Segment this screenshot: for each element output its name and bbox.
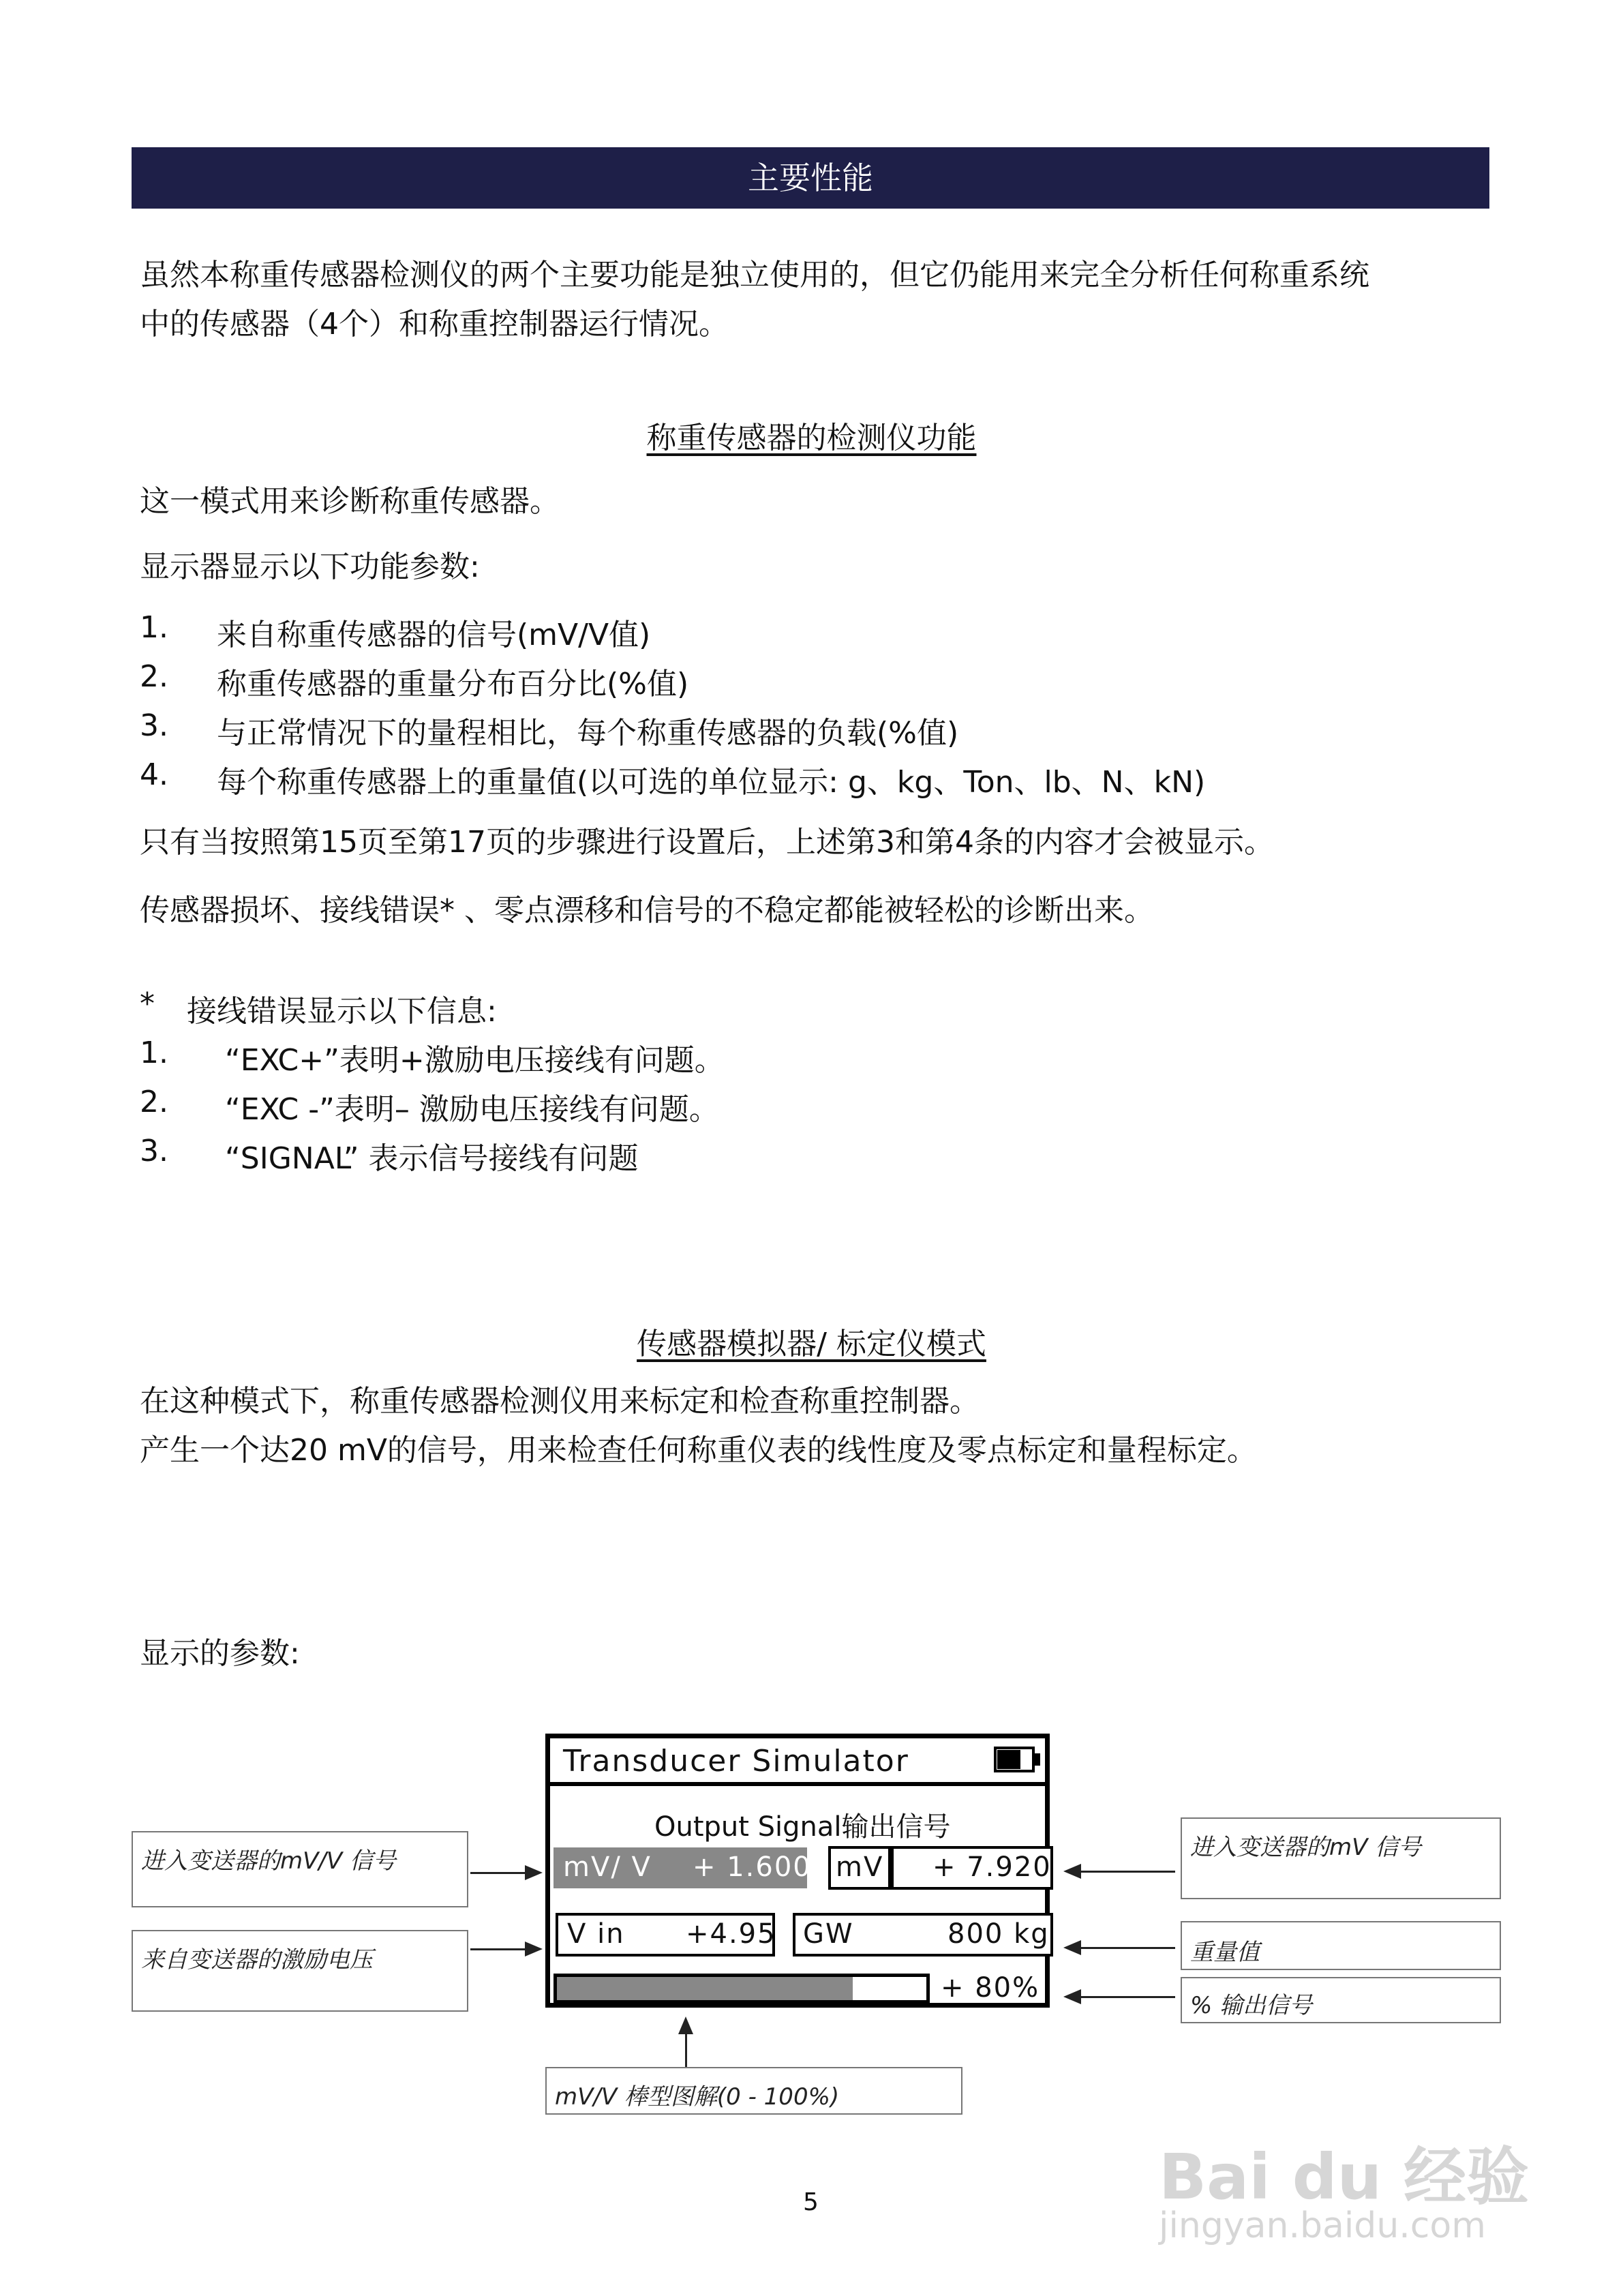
tester-params-intro: 显示器显示以下功能参数:	[140, 549, 480, 584]
lcd-subtitle: Output Signal输出信号	[654, 1811, 951, 1843]
display-params-label: 显示的参数:	[140, 1636, 300, 1671]
list-item-text: 称重传感器的重量分布百分比(%值)	[217, 667, 689, 701]
mv-label: mV	[836, 1852, 884, 1883]
arrow-line	[685, 2033, 687, 2067]
mv-value: + 7.920	[932, 1852, 1052, 1883]
arrow-right-icon	[525, 1865, 543, 1880]
callout-mv-signal: 进入变送器的mV 信号	[1181, 1817, 1501, 1899]
list-item-text: 与正常情况下的量程相比，每个称重传感器的负载(%值)	[217, 716, 959, 751]
page-number: 5	[803, 2188, 819, 2216]
list-item-text: 来自称重传感器的信号(mV/V值)	[217, 618, 651, 652]
vin-label: V in	[567, 1918, 625, 1950]
simulator-desc-2: 产生一个达20 mV的信号，用来检查任何称重仪表的线性度及零点标定和量程标定。	[140, 1433, 1257, 1468]
lcd-title: Transducer Simulator	[563, 1744, 909, 1779]
arrow-line	[1080, 1996, 1175, 1998]
callout-mvv-signal: 进入变送器的mV/V 信号	[132, 1831, 468, 1907]
bar-percent-label: + 80%	[941, 1972, 1040, 2004]
footnote-title: 接线错误显示以下信息:	[187, 994, 497, 1029]
arrow-left-icon	[1063, 1940, 1081, 1955]
footnote-item-number: 1.	[140, 1036, 168, 1070]
simulator-desc-1: 在这种模式下，称重传感器检测仪用来标定和检查称重控制器。	[140, 1384, 980, 1419]
intro-line-2: 中的传感器（4个）和称重控制器运行情况。	[140, 307, 729, 342]
list-item-number: 4.	[140, 757, 168, 792]
arrow-left-icon	[1063, 1864, 1081, 1879]
mvv-value: + 1.600	[693, 1852, 812, 1883]
list-item-text: 每个称重传感器上的重量值(以可选的单位显示: g、kg、Ton、lb、N、kN)	[217, 765, 1206, 800]
callout-weight: 重量值	[1181, 1921, 1501, 1970]
intro-line-1: 虽然本称重传感器检测仪的两个主要功能是独立使用的，但它仍能用来完全分析任何称重系统	[140, 258, 1369, 292]
footnote-item-number: 2.	[140, 1085, 168, 1119]
section-heading-tester: 称重传感器的检测仪功能	[646, 421, 977, 455]
gw-label: GW	[803, 1918, 854, 1950]
mvv-label: mV/ V	[563, 1852, 652, 1883]
lcd-title-divider	[549, 1782, 1046, 1786]
display-condition-note: 只有当按照第15页至第17页的步骤进行设置后，上述第3和第4条的内容才会被显示。	[140, 825, 1274, 860]
battery-level	[997, 1750, 1020, 1769]
footnote-item-text: “EXC -”表明– 激励电压接线有问题。	[225, 1092, 719, 1127]
arrow-up-icon	[678, 2016, 693, 2034]
footnote-item-text: “EXC+”表明+激励电压接线有问题。	[225, 1043, 725, 1078]
watermark-url: jingyan.baidu.com	[1159, 2205, 1486, 2246]
gw-value: 800 kg	[947, 1918, 1050, 1950]
list-item-number: 3.	[140, 708, 168, 743]
arrow-right-icon	[525, 1942, 543, 1957]
callout-percent-output: % 输出信号	[1181, 1977, 1501, 2023]
footnote-star: *	[140, 986, 155, 1021]
section-heading-simulator: 传感器模拟器/ 标定仪模式	[637, 1327, 986, 1361]
arrow-left-icon	[1063, 1989, 1081, 2004]
list-item-number: 1.	[140, 610, 168, 645]
arrow-line	[1080, 1871, 1175, 1873]
arrow-line	[470, 1872, 526, 1874]
arrow-line	[470, 1948, 526, 1950]
battery-terminal	[1035, 1753, 1040, 1766]
section-banner: 主要性能	[132, 147, 1489, 209]
callout-excitation: 来自变送器的激励电压	[132, 1930, 468, 2012]
vin-value: +4.95	[686, 1918, 776, 1950]
tester-desc: 这一模式用来诊断称重传感器。	[140, 484, 560, 519]
callout-bar-graph: mV/V 棒型图解(0 - 100%)	[545, 2067, 962, 2115]
footnote-item-text: “SIGNAL” 表示信号接线有问题	[225, 1141, 639, 1176]
arrow-line	[1080, 1947, 1175, 1949]
watermark-logo: Bai du 经验	[1159, 2141, 1530, 2214]
footnote-item-number: 3.	[140, 1134, 168, 1168]
mvv-bar-fill	[557, 1977, 853, 2000]
list-item-number: 2.	[140, 659, 168, 694]
diagnosis-note: 传感器损坏、接线错误* 、零点漂移和信号的不稳定都能被轻松的诊断出来。	[140, 893, 1154, 928]
